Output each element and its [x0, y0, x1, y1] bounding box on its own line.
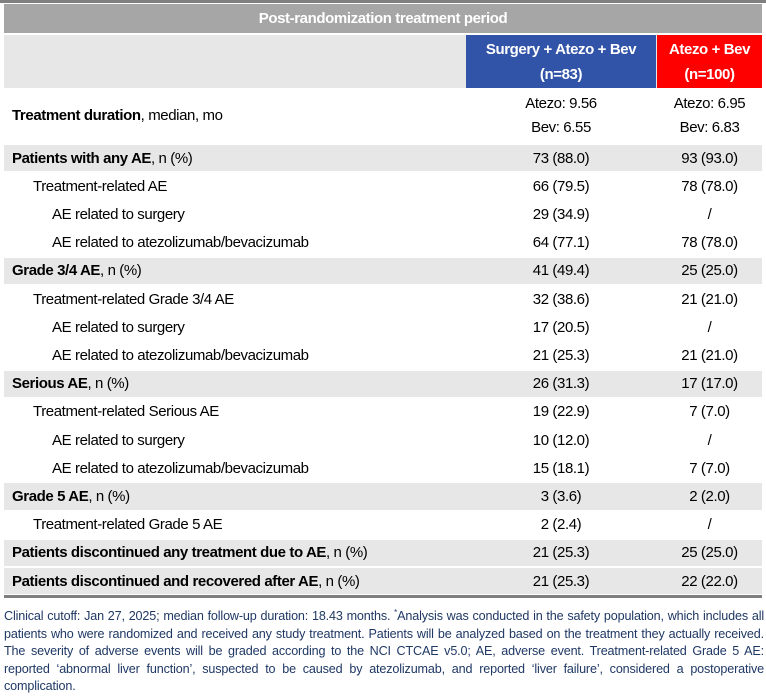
cell-arm2: 7 (7.0): [689, 403, 730, 421]
cell-arm1: 21 (25.3): [532, 346, 590, 364]
row-label: Patients with any AE, n (%): [12, 149, 193, 167]
cell-arm2: /: [707, 516, 712, 534]
bottom-rule: [4, 595, 762, 598]
row-label: AE related to atezolizumab/bevacizumab: [52, 234, 309, 252]
cell-arm1: Atezo: 9.56 Bev: 6.55: [525, 95, 597, 136]
table-row: [4, 230, 762, 256]
table-row: [4, 201, 762, 227]
footnote: Clinical cutoff: Jan 27, 2025; median follow-up duration: 18.43 months. *Analysis was conducted in the safety population, which includes all patients who were randomized and received any study treatment. Patients will be analyzed based on the treatment they actually received. The severity of adverse events will be graded according to the NCI CTCAE v5.0; AE, adverse event. Treatment-related Grade 5 AE: reported ‘abnormal liver function’, suspected to be caused by atezolizumab, and reported ‘liver failure’, considered a postoperative complication.: [4, 608, 764, 694]
cell-arm2: 17 (17.0): [681, 375, 738, 393]
cell-arm2: 22 (22.0): [681, 572, 738, 590]
cell-arm1: 2 (2.4): [540, 516, 582, 534]
table-row: [4, 455, 762, 481]
table-row-treatment-duration: [4, 88, 762, 144]
row-label: Grade 5 AE, n (%): [12, 487, 130, 505]
cell-arm2: /: [707, 431, 712, 449]
column-header-surgery-atezo-bev: [466, 35, 656, 88]
cell-arm2: /: [707, 205, 712, 223]
table-row: [4, 342, 762, 368]
table-row: [4, 568, 762, 594]
cell-arm2: 21 (21.0): [681, 290, 738, 308]
arm-name: Surgery + Atezo + Bev: [485, 41, 637, 58]
row-label: Treatment-related Grade 3/4 AE: [33, 290, 234, 308]
cell-arm1: 41 (49.4): [532, 262, 590, 280]
cell-arm1: 21 (25.3): [532, 572, 590, 590]
cell-arm1: 15 (18.1): [532, 459, 590, 477]
table-row: [4, 483, 762, 509]
arm-name: Atezo + Bev: [668, 41, 751, 58]
table-row: [4, 399, 762, 425]
row-label: Patients discontinued any treatment due to AE, n (%): [12, 544, 368, 562]
cell-arm1: 66 (79.5): [532, 177, 590, 195]
row-label: Treatment-related Grade 5 AE: [33, 516, 223, 534]
cell-arm2: 2 (2.0): [689, 487, 730, 505]
table-title: Post-randomization treatment period: [4, 4, 762, 33]
row-label: Treatment duration, median, mo: [12, 107, 223, 124]
row-label: Treatment-related AE: [33, 177, 168, 195]
cell-arm2: 25 (25.0): [681, 262, 738, 280]
table-row: [4, 512, 762, 538]
table-row: [4, 540, 762, 566]
cell-arm1: 73 (88.0): [532, 149, 590, 167]
cell-arm1: 26 (31.3): [532, 375, 590, 393]
row-label: AE related to surgery: [52, 205, 185, 223]
table-row: [4, 286, 762, 312]
cell-arm2: 78 (78.0): [681, 234, 738, 252]
cell-arm1: 64 (77.1): [532, 234, 590, 252]
row-label: AE related to atezolizumab/bevacizumab: [52, 346, 309, 364]
cell-arm1: 32 (38.6): [532, 290, 590, 308]
cell-arm1: 10 (12.0): [532, 431, 590, 449]
cell-arm1: 29 (34.9): [532, 205, 590, 223]
cell-arm2: /: [707, 318, 712, 336]
arm-n: (n=100): [684, 66, 735, 83]
row-label: AE related to surgery: [52, 431, 185, 449]
column-header-atezo-bev: [657, 35, 762, 88]
row-label: Treatment-related Serious AE: [33, 403, 219, 421]
cell-arm1: 19 (22.9): [532, 403, 590, 421]
cell-arm2: 78 (78.0): [681, 177, 738, 195]
top-rule: [0, 0, 766, 3]
cell-arm2: 93 (93.0): [681, 149, 738, 167]
table-row: [4, 173, 762, 199]
row-label: AE related to surgery: [52, 318, 185, 336]
row-label: Patients discontinued and recovered after AE, n (%): [12, 572, 360, 590]
table-row: [4, 145, 762, 171]
cell-arm2: Atezo: 6.95 Bev: 6.83: [673, 95, 746, 136]
table-row: [4, 427, 762, 453]
row-label: Serious AE, n (%): [12, 375, 129, 393]
row-label: Grade 3/4 AE, n (%): [12, 262, 142, 280]
table-row: [4, 371, 762, 397]
arm-n: (n=83): [539, 66, 583, 83]
cell-arm1: 21 (25.3): [532, 544, 590, 562]
row-label: AE related to atezolizumab/bevacizumab: [52, 459, 309, 477]
table-row: [4, 258, 762, 284]
cell-arm1: 3 (3.6): [540, 487, 582, 505]
cell-arm1: 17 (20.5): [532, 318, 590, 336]
cell-arm2: 7 (7.0): [689, 459, 730, 477]
cell-arm2: 21 (21.0): [681, 346, 738, 364]
cell-arm2: 25 (25.0): [681, 544, 738, 562]
table-row: [4, 314, 762, 340]
